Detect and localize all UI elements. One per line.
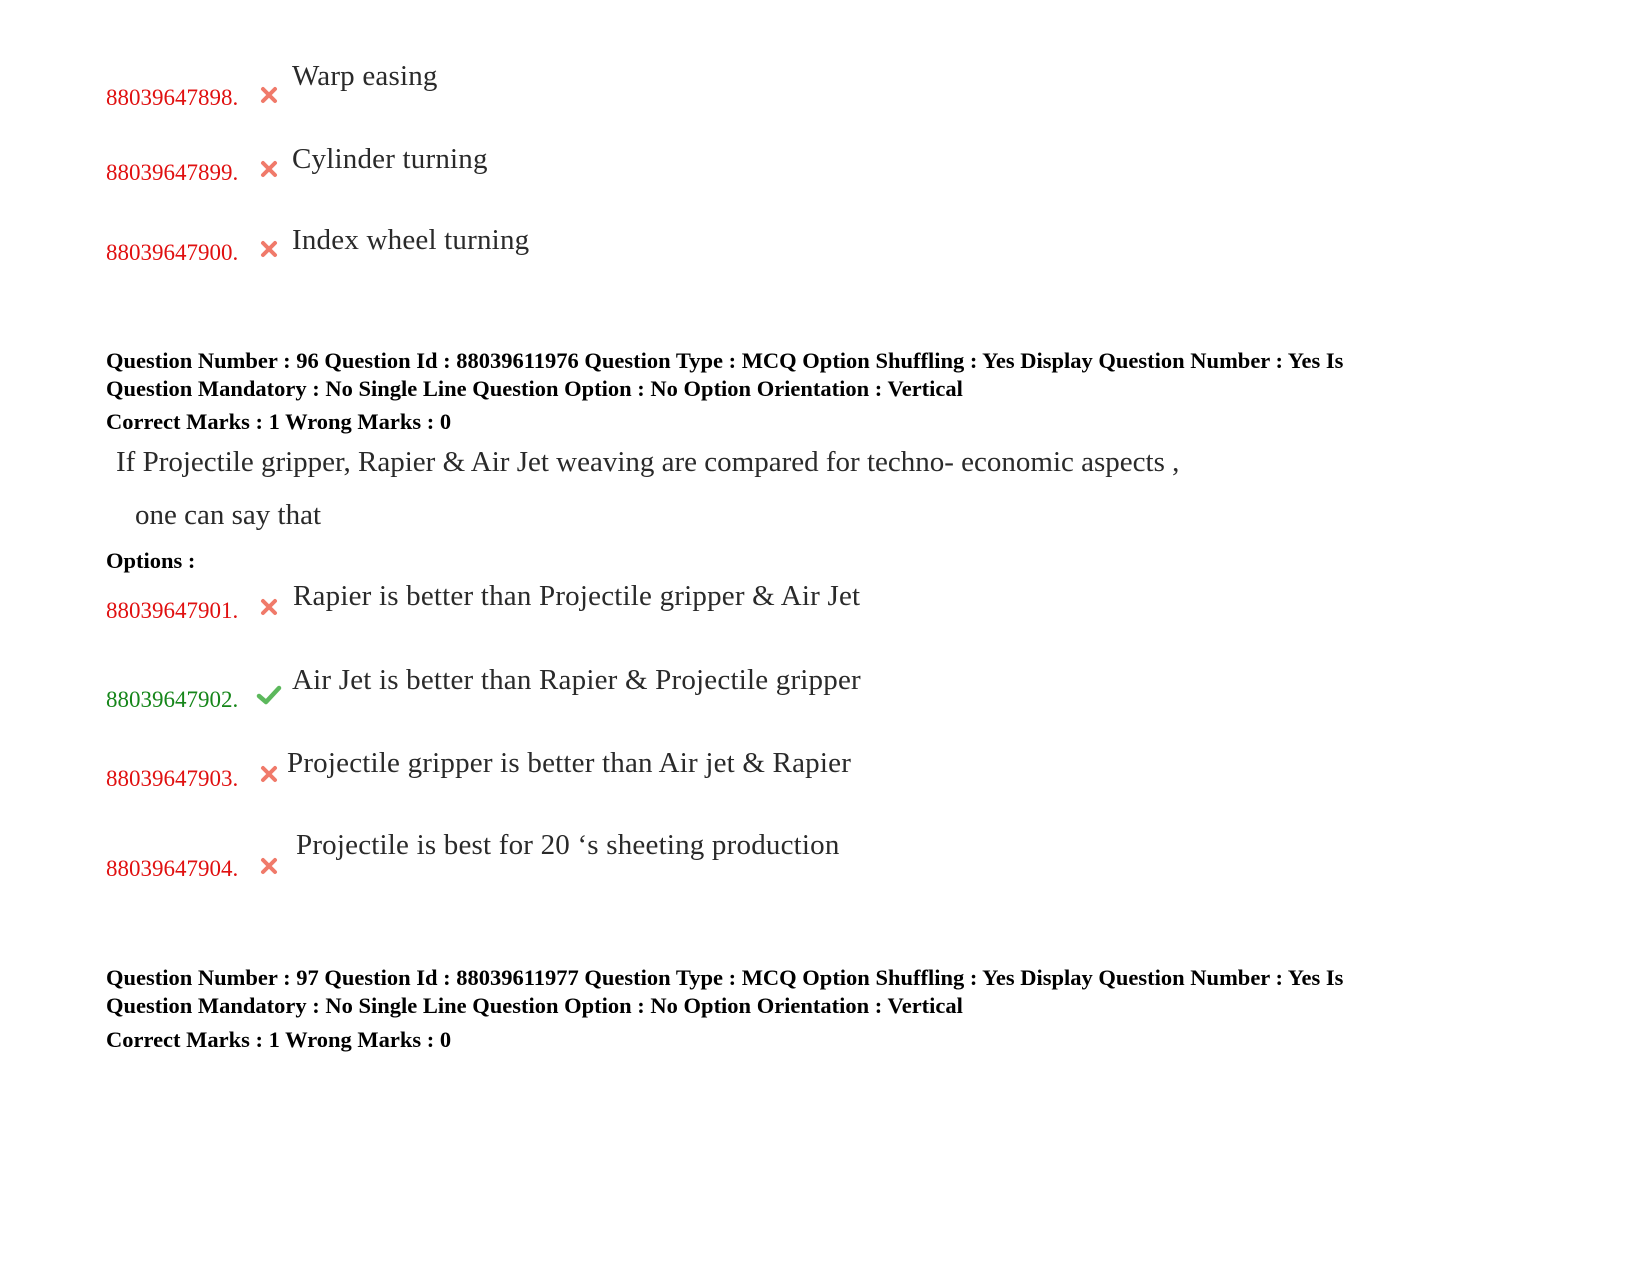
question-meta-line2: Question Mandatory : No Single Line Question Option : No Option Orientation : Vertical	[106, 993, 963, 1018]
question-meta-line1: Question Number : 97 Question Id : 88039611977 Question Type : MCQ Option Shuffling : Yes Display Question Number : Yes Is	[106, 965, 1344, 990]
option-text: Rapier is better than Projectile gripper & Air Jet	[293, 580, 861, 612]
option-text: Air Jet is better than Rapier & Projectile gripper	[292, 664, 861, 696]
checkmark-icon	[256, 684, 282, 706]
cross-icon	[258, 596, 280, 618]
options-label: Options :	[106, 548, 196, 573]
option-text: Warp easing	[292, 60, 438, 92]
option-text: Cylinder turning	[292, 143, 488, 175]
option-id: 88039647902.	[106, 687, 239, 712]
question-text-line1: If Projectile gripper, Rapier & Air Jet weaving are compared for techno- economic aspects ,	[116, 446, 1180, 478]
option-id: 88039647903.	[106, 766, 239, 791]
option-text: Projectile gripper is better than Air jet & Rapier	[287, 747, 852, 779]
question-marks: Correct Marks : 1 Wrong Marks : 0	[106, 409, 452, 434]
question-meta	[106, 964, 1556, 1020]
option-id: 88039647904.	[106, 856, 239, 881]
cross-icon	[258, 855, 280, 877]
cross-icon	[258, 158, 280, 180]
cross-icon	[258, 763, 280, 785]
option-id: 88039647900.	[106, 240, 239, 265]
question-meta	[106, 347, 1556, 403]
option-text: Index wheel turning	[292, 224, 530, 256]
option-id: 88039647899.	[106, 160, 239, 185]
option-text: Projectile is best for 20 ‘s sheeting production	[296, 829, 840, 861]
option-id: 88039647901.	[106, 598, 239, 623]
cross-icon	[258, 238, 280, 260]
question-marks: Correct Marks : 1 Wrong Marks : 0	[106, 1027, 452, 1052]
question-meta-line2: Question Mandatory : No Single Line Question Option : No Option Orientation : Vertical	[106, 376, 963, 401]
cross-icon	[258, 84, 280, 106]
question-text-line2: one can say that	[135, 499, 322, 531]
option-id: 88039647898.	[106, 85, 239, 110]
question-meta-line1: Question Number : 96 Question Id : 88039611976 Question Type : MCQ Option Shuffling : Yes Display Question Number : Yes Is	[106, 348, 1344, 373]
